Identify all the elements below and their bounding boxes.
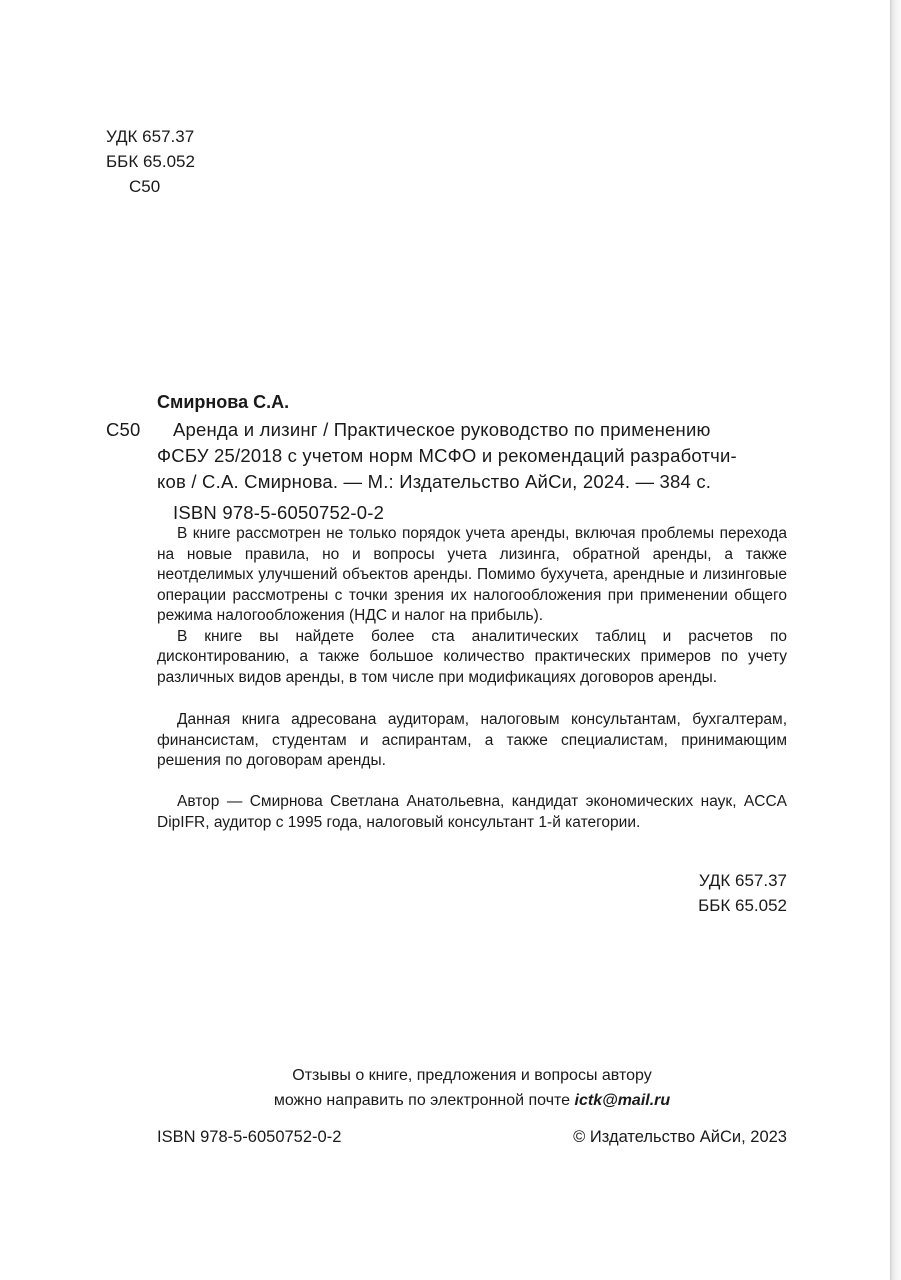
catalog-isbn: ISBN 978-5-6050752-0-2	[173, 502, 385, 523]
udk-code: УДК 657.37	[106, 127, 195, 146]
catalog-author: Смирнова С.А.	[157, 392, 290, 412]
bottom-bbk-code: ББК 65.052	[698, 896, 787, 915]
feedback-line-1: Отзывы о книге, предложения и вопросы автору	[292, 1067, 652, 1084]
feedback-line-2	[157, 1088, 787, 1113]
author-info-block	[157, 792, 787, 833]
bbk-code: ББК 65.052	[106, 152, 195, 171]
page-edge-shadow	[890, 0, 901, 1280]
footer-copyright: © Издательство АйСи, 2023	[573, 1128, 787, 1146]
author-sign: С50	[129, 177, 161, 196]
author-info-paragraph: Автор — Смирнова Светлана Анатольевна, кандидат экономических наук, ACCA DipIFR, аудитор с 1995 года, налоговый консультант 1-й категории.	[157, 793, 787, 831]
feedback-email-link[interactable]: ictk@mail.ru	[574, 1092, 671, 1109]
catalog-line-1: Аренда и лизинг / Практическое руководство по применению	[173, 419, 711, 440]
catalog-line-2: ФСБУ 25/2018 с учетом норм МСФО и рекомендаций разработчи-	[157, 445, 737, 466]
feedback-line-2-prefix: можно направить по электронной почте	[273, 1092, 571, 1109]
audience-block	[157, 710, 787, 772]
catalog-code: С50	[106, 419, 141, 440]
catalog-line-3: ков / С.А. Смирнова. — М.: Издательство АйСи, 2024. — 384 с.	[157, 471, 712, 492]
annotation-paragraph-2: В книге вы найдете более ста аналитических таблиц и расчетов по дисконтированию, а также большое количество практических примеров по учету различных видов аренды, в том числе при модификациях договоров аренды.	[157, 627, 787, 686]
annotation	[157, 524, 787, 688]
annotation-paragraph-1: В книге рассмотрен не только порядок учета аренды, включая проблемы перехода на новые правила, но и вопросы учета лизинга, обратной аренды, а также неотделимых улучшений объектов аренды. Помимо бухучета, арендные и лизинговые операции рассмотрены с точки зрения их налогообложения при применении общего режима налогообложения (НДС и налог на прибыль).	[157, 525, 787, 624]
audience-paragraph: Данная книга адресована аудиторам, налоговым консультантам, бухгалтерам, финансистам, студентам и аспирантам, а также специалистам, принимающим решения по договорам аренды.	[157, 711, 787, 769]
bottom-codes	[600, 868, 787, 918]
bottom-udk-code: УДК 657.37	[698, 871, 787, 890]
header-codes	[106, 124, 195, 199]
feedback-block	[157, 1063, 787, 1113]
footer-isbn: ISBN 978-5-6050752-0-2	[157, 1128, 342, 1146]
